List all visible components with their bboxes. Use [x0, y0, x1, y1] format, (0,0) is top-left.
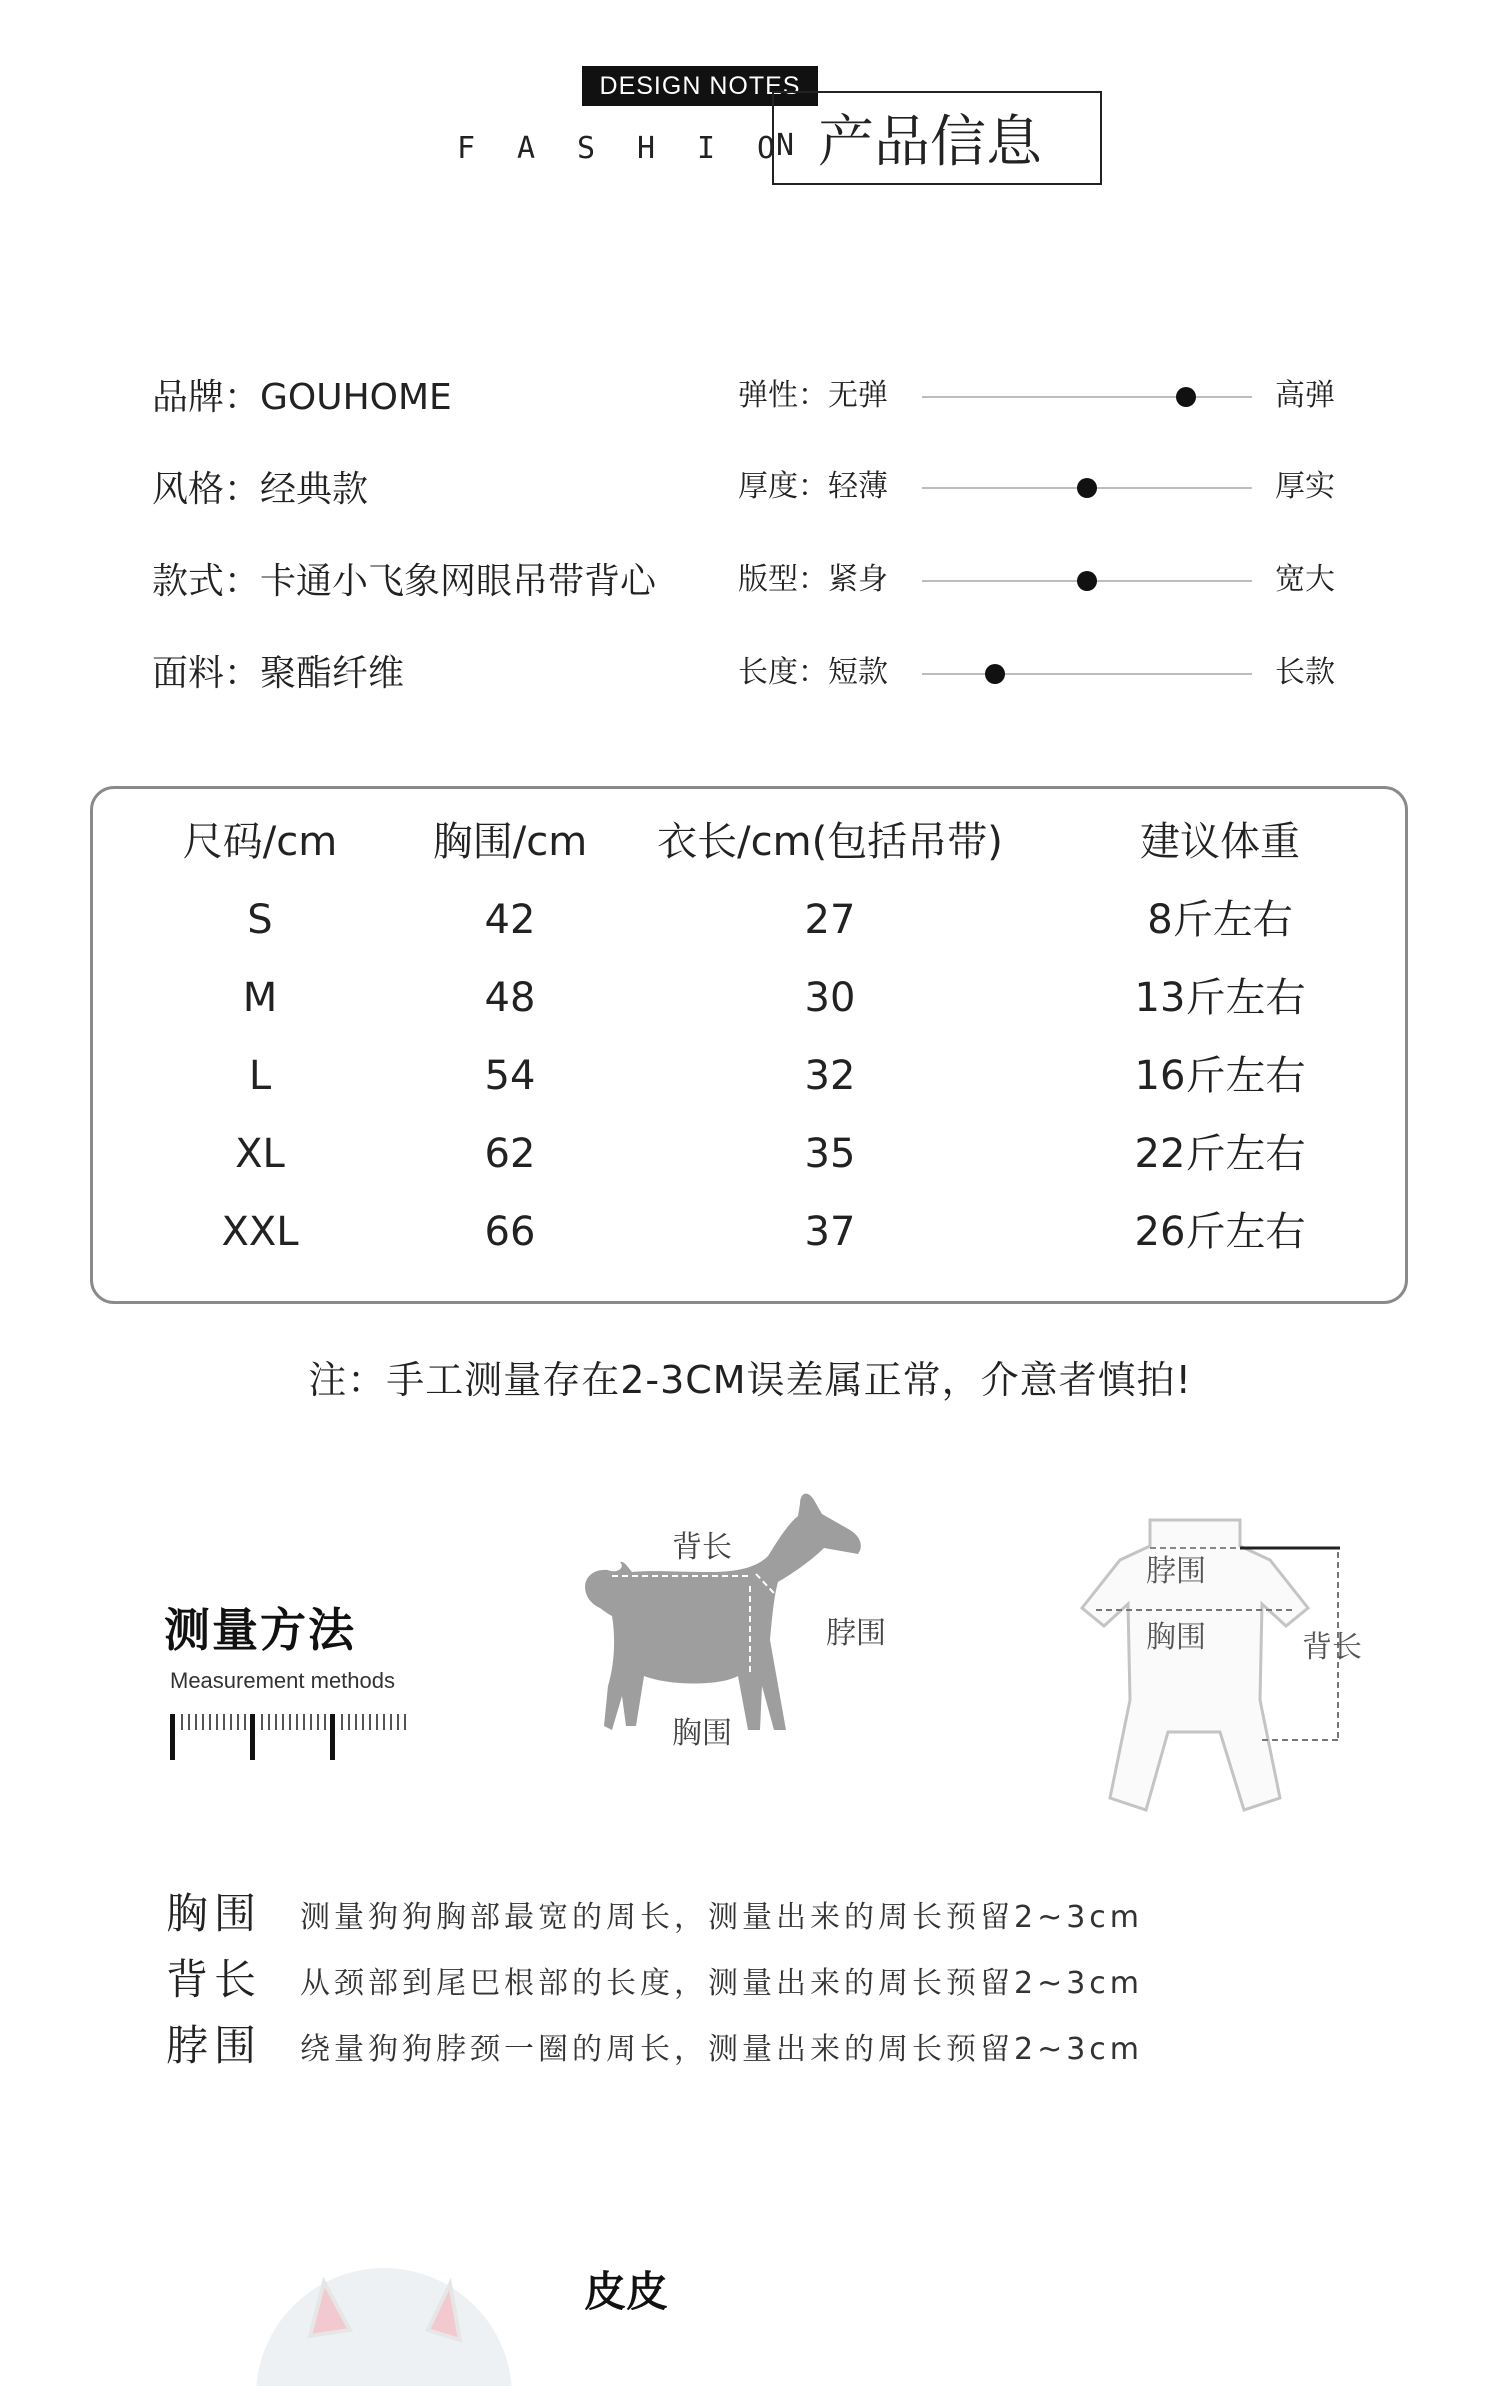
- fashion-letter: F: [456, 131, 476, 166]
- fashion-letter-n: N: [776, 128, 795, 163]
- garment-label-neck: 脖围: [1146, 1554, 1206, 1589]
- size-cell: 62: [484, 1131, 536, 1177]
- fashion-wordmark: [436, 125, 796, 173]
- garment-diagram: [1030, 1500, 1430, 1830]
- attr-fabric: 面料：聚酯纤维: [152, 653, 405, 694]
- size-cell: 66: [484, 1209, 536, 1255]
- size-header: 建议体重: [1140, 819, 1300, 865]
- slider-track-fit: [922, 580, 1252, 582]
- size-cell: 22斤左右: [1134, 1131, 1306, 1177]
- size-header: 胸围/cm: [432, 819, 588, 865]
- dog-label-neck: 脖围: [826, 1616, 886, 1651]
- dog-diagram: [560, 1490, 930, 1820]
- size-cell: 13斤左右: [1134, 975, 1306, 1021]
- fashion-letter: H: [636, 131, 656, 166]
- size-cell: 48: [484, 975, 536, 1021]
- slider-dot: [1077, 571, 1097, 591]
- measure-subtitle: Measurement methods: [170, 1668, 395, 1693]
- slider-dot: [1077, 478, 1097, 498]
- legend-desc-chest: 测量狗狗胸部最宽的周长，测量出来的周长预留2~3cm: [300, 1900, 1144, 1935]
- legend-desc-back: 从颈部到尾巴根部的长度，测量出来的周长预留2~3cm: [300, 1966, 1144, 2001]
- fashion-letter: I: [696, 131, 716, 166]
- size-cell: 54: [484, 1053, 536, 1099]
- size-header: 尺码/cm: [182, 819, 338, 865]
- slider-track-elasticity: [922, 396, 1252, 398]
- legend-key-back: 背长: [166, 1955, 263, 2004]
- measurement-note: 注：手工测量存在2-3CM误差属正常，介意者慎拍!: [308, 1358, 1192, 1402]
- page-title: 产品信息: [818, 110, 1042, 175]
- pet-name: 皮皮: [584, 2267, 669, 2316]
- slider-label-length: 长度：短款: [738, 655, 888, 690]
- size-header: 衣长/cm(包括吊带): [657, 819, 1003, 865]
- attr-style: 风格：经典款: [152, 469, 369, 510]
- pet-photo: [254, 2246, 514, 2386]
- size-cell: 30: [804, 975, 856, 1021]
- slider-dot: [985, 664, 1005, 684]
- design-notes-tag: DESIGN NOTES: [582, 66, 818, 106]
- size-cell: L: [248, 1053, 272, 1099]
- slider-label-elasticity: 弹性：无弹: [738, 378, 888, 413]
- ruler-icon: [170, 1712, 420, 1762]
- size-cell: S: [247, 897, 273, 943]
- size-cell: 37: [804, 1209, 856, 1255]
- fashion-letter: S: [576, 131, 596, 166]
- attr-brand: 品牌：GOUHOME: [152, 377, 452, 418]
- size-cell: 32: [804, 1053, 856, 1099]
- legend-key-neck: 脖围: [166, 2021, 263, 2070]
- dog-label-chest: 胸围: [672, 1716, 732, 1751]
- size-cell: 16斤左右: [1134, 1053, 1306, 1099]
- slider-dot: [1176, 387, 1196, 407]
- attr-model: 款式：卡通小飞象网眼吊带背心: [152, 561, 657, 602]
- fashion-letter: O: [756, 131, 776, 166]
- size-cell: 42: [484, 897, 536, 943]
- slider-track-length: [922, 673, 1252, 675]
- fashion-letter: A: [516, 131, 536, 166]
- slider-label-fit: 版型：紧身: [738, 562, 888, 597]
- size-cell: 27: [804, 897, 856, 943]
- size-cell: 35: [804, 1131, 856, 1177]
- size-cell: XL: [235, 1131, 285, 1177]
- slider-label-thickness: 厚度：轻薄: [738, 469, 888, 504]
- slider-right-elasticity: 高弹: [1275, 378, 1335, 413]
- slider-right-fit: 宽大: [1275, 562, 1335, 597]
- size-cell: 8斤左右: [1147, 897, 1293, 943]
- slider-right-thickness: 厚实: [1275, 469, 1335, 504]
- size-cell: 26斤左右: [1134, 1209, 1306, 1255]
- size-cell: XXL: [221, 1209, 299, 1255]
- legend-desc-neck: 绕量狗狗脖颈一圈的周长，测量出来的周长预留2~3cm: [300, 2032, 1144, 2067]
- size-cell: M: [242, 975, 278, 1021]
- slider-right-length: 长款: [1275, 655, 1335, 690]
- dog-label-back: 背长: [672, 1530, 732, 1565]
- measure-title: 测量方法: [164, 1603, 356, 1657]
- slider-track-thickness: [922, 487, 1252, 489]
- garment-label-chest: 胸围: [1146, 1620, 1206, 1655]
- garment-label-back: 背长: [1302, 1630, 1362, 1665]
- legend-key-chest: 胸围: [166, 1889, 263, 1938]
